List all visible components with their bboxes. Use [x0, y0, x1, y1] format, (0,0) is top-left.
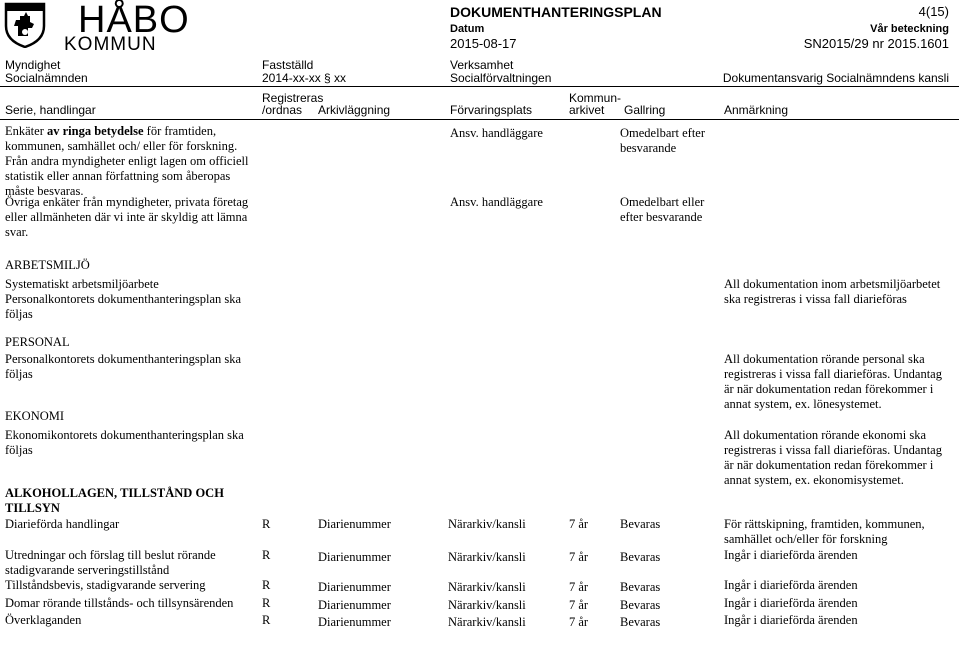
row-forvaringsplats: Närarkiv/kansli: [448, 598, 526, 612]
row-forvaringsplats: Närarkiv/kansli: [448, 580, 526, 594]
row-kommunarkivet: 7 år: [569, 615, 589, 629]
var-beteckning-label: Vår beteckning: [870, 23, 949, 35]
anm-line: samhället och/eller för forskning: [724, 532, 888, 546]
row-gallring: Bevaras: [620, 517, 661, 531]
row-arkivlaggning: Diarienummer: [318, 598, 391, 612]
note-line: All dokumentation rörande ekonomi ska: [724, 428, 927, 442]
col-anmarkning: Anmärkning: [724, 103, 789, 117]
enkater-gallring-2: [620, 195, 704, 225]
ekonomi-line: Ekonomikontorets dokumenthanteringsplan ska: [5, 428, 244, 442]
arbetsmiljo-heading: ARBETSMILJÖ: [5, 258, 90, 272]
row-registreras: R: [262, 578, 271, 592]
personal-text: [5, 352, 241, 382]
personal-heading: PERSONAL: [5, 335, 70, 349]
note-line: är när dokumentation redan förekommer i: [724, 458, 934, 472]
note-line: är när dokumentation redan förekommer i: [724, 382, 934, 396]
note-line: ska registreras i vissa fall diarieföras: [724, 292, 907, 306]
coat-of-arms-icon: [4, 2, 46, 48]
row-gallring: Bevaras: [620, 598, 661, 612]
datum-value: 2015-08-17: [450, 36, 517, 51]
enkater-text: [5, 139, 248, 199]
enkater-gallring-1: [620, 126, 705, 156]
note-line: registreras i vissa fall diarieföras. Undantag: [724, 367, 942, 381]
note-line: All dokumentation inom arbetsmiljöarbetet: [724, 277, 941, 291]
enkater-line1-post: för framtiden,: [143, 124, 217, 138]
row-kommunarkivet: 7 år: [569, 598, 589, 612]
serie-line: stadigvarande serveringstillstånd: [5, 563, 170, 577]
verksamhet-value: Socialförvaltningen: [450, 71, 552, 85]
ovriga-line: Övriga enkäter från myndigheter, privata företag: [5, 195, 249, 209]
ekonomi-text: [5, 428, 244, 458]
serie-line: Utredningar och förslag till beslut rörande: [5, 548, 216, 562]
enkater-line: måste besvaras.: [5, 184, 84, 198]
row-anmarkning: [724, 517, 925, 547]
col-serie: Serie, handlingar: [5, 103, 96, 117]
personal-line: Personalkontorets dokumenthanteringsplan ska: [5, 352, 242, 366]
ekonomi-note: [724, 428, 942, 488]
alkohol-heading: [5, 486, 224, 516]
row-forvaringsplats: Närarkiv/kansli: [448, 517, 526, 531]
row-arkivlaggning: Diarienummer: [318, 550, 391, 564]
note-line: annat system, ex. ekonomisystemet.: [724, 473, 904, 487]
datum-label: Datum: [450, 23, 485, 35]
row-registreras: R: [262, 517, 271, 531]
row-anmarkning: Ingår i diarieförda ärenden: [724, 596, 858, 610]
row-anmarkning: Ingår i diarieförda ärenden: [724, 548, 858, 562]
enkater-line1-bold: av ringa betydelse: [47, 124, 144, 138]
personal-line: följas: [5, 367, 33, 381]
enkater-line1-pre: Enkäter: [5, 124, 47, 138]
gallring-line: efter besvarande: [620, 210, 703, 224]
col-registreras-l1: Registreras: [262, 91, 324, 105]
myndighet-value: Socialnämnden: [5, 71, 88, 85]
row-kommunarkivet: 7 år: [569, 517, 589, 531]
row-gallring: Bevaras: [620, 615, 661, 629]
row-arkivlaggning: Diarienummer: [318, 580, 391, 594]
personal-note: [724, 352, 942, 412]
note-line: registreras i vissa fall diarieföras. Undantag: [724, 443, 942, 457]
row-serie: [5, 548, 216, 578]
alkohol-heading-l1: ALKOHOLLAGEN, TILLSTÅND OCH: [5, 486, 224, 500]
ovriga-enkater-text: [5, 195, 248, 240]
ovriga-line: svar.: [5, 225, 29, 239]
row-serie: Domar rörande tillstånds- och tillsynsärenden: [5, 596, 234, 610]
var-beteckning-value: SN2015/29 nr 2015.1601: [803, 36, 949, 51]
enkater-line: kommunen, samhället och/ eller för forskning.: [5, 139, 238, 153]
arbetsmiljo-line: Systematiskt arbetsmiljöarbete: [5, 277, 159, 291]
faststalld-label: Fastställd: [262, 58, 314, 72]
col-kommunarkivet-l2: arkivet: [569, 103, 605, 117]
row-arkivlaggning: Diarienummer: [318, 517, 391, 531]
row-anmarkning: Ingår i diarieförda ärenden: [724, 578, 858, 592]
row-serie: Diarieförda handlingar: [5, 517, 120, 531]
row-kommunarkivet: 7 år: [569, 580, 589, 594]
enkater-forvaring-1: Ansv. handläggare: [450, 126, 543, 140]
row-registreras: R: [262, 596, 271, 610]
arbetsmiljo-line: Personalkontorets dokumenthanteringsplan ska: [5, 292, 242, 306]
anm-line: För rättskipning, framtiden, kommunen,: [724, 517, 925, 531]
header-top-rule: [0, 86, 959, 87]
faststalld-value: 2014-xx-xx § xx: [262, 71, 347, 85]
row-anmarkning: Ingår i diarieförda ärenden: [724, 613, 858, 627]
header-bottom-rule: [0, 119, 959, 120]
municipality-logo-subname: KOMMUN: [64, 34, 157, 55]
page-number: 4(15): [918, 4, 949, 19]
col-forvaringsplats: Förvaringsplats: [450, 103, 533, 117]
row-serie: Överklaganden: [5, 613, 82, 627]
enkater-line: Från andra myndigheter enligt lagen om officiell: [5, 154, 249, 168]
col-arkivlaggning: Arkivläggning: [318, 103, 391, 117]
ekonomi-line: följas: [5, 443, 33, 457]
verksamhet-label: Verksamhet: [450, 58, 514, 72]
arbetsmiljo-note: [724, 277, 940, 307]
col-gallring: Gallring: [624, 103, 666, 117]
arbetsmiljo-text: [5, 277, 241, 322]
ovriga-line: eller allmänheten där vi inte är skyldig att lämna: [5, 210, 248, 224]
ekonomi-heading: EKONOMI: [5, 409, 65, 423]
col-kommunarkivet-l1: Kommun-: [569, 91, 622, 105]
row-kommunarkivet: 7 år: [569, 550, 589, 564]
col-registreras-l2: /ordnas: [262, 103, 303, 117]
row-forvaringsplats: Närarkiv/kansli: [448, 615, 526, 629]
enkater-line1: [5, 124, 216, 139]
myndighet-label: Myndighet: [5, 58, 61, 72]
row-gallring: Bevaras: [620, 580, 661, 594]
row-registreras: R: [262, 613, 271, 627]
row-gallring: Bevaras: [620, 550, 661, 564]
row-arkivlaggning: Diarienummer: [318, 615, 391, 629]
dokumentansvarig: Dokumentansvarig Socialnämndens kansli: [722, 71, 949, 85]
gallring-line: besvarande: [620, 141, 677, 155]
alkohol-heading-l2: TILLSYN: [5, 501, 60, 515]
gallring-line: Omedelbart eller: [620, 195, 705, 209]
gallring-line: Omedelbart efter: [620, 126, 706, 140]
enkater-line: statistik eller annan författning som åberopas: [5, 169, 231, 183]
enkater-forvaring-2: Ansv. handläggare: [450, 195, 543, 209]
note-line: All dokumentation rörande personal ska: [724, 352, 925, 366]
arbetsmiljo-line: följas: [5, 307, 33, 321]
note-line: annat system, ex. lönesystemet.: [724, 397, 882, 411]
row-registreras: R: [262, 548, 271, 562]
municipality-logo-name: HÅBO: [78, 0, 190, 41]
row-forvaringsplats: Närarkiv/kansli: [448, 550, 526, 564]
document-title: DOKUMENTHANTERINGSPLAN: [450, 4, 662, 20]
row-serie: Tillståndsbevis, stadigvarande servering: [5, 578, 206, 592]
